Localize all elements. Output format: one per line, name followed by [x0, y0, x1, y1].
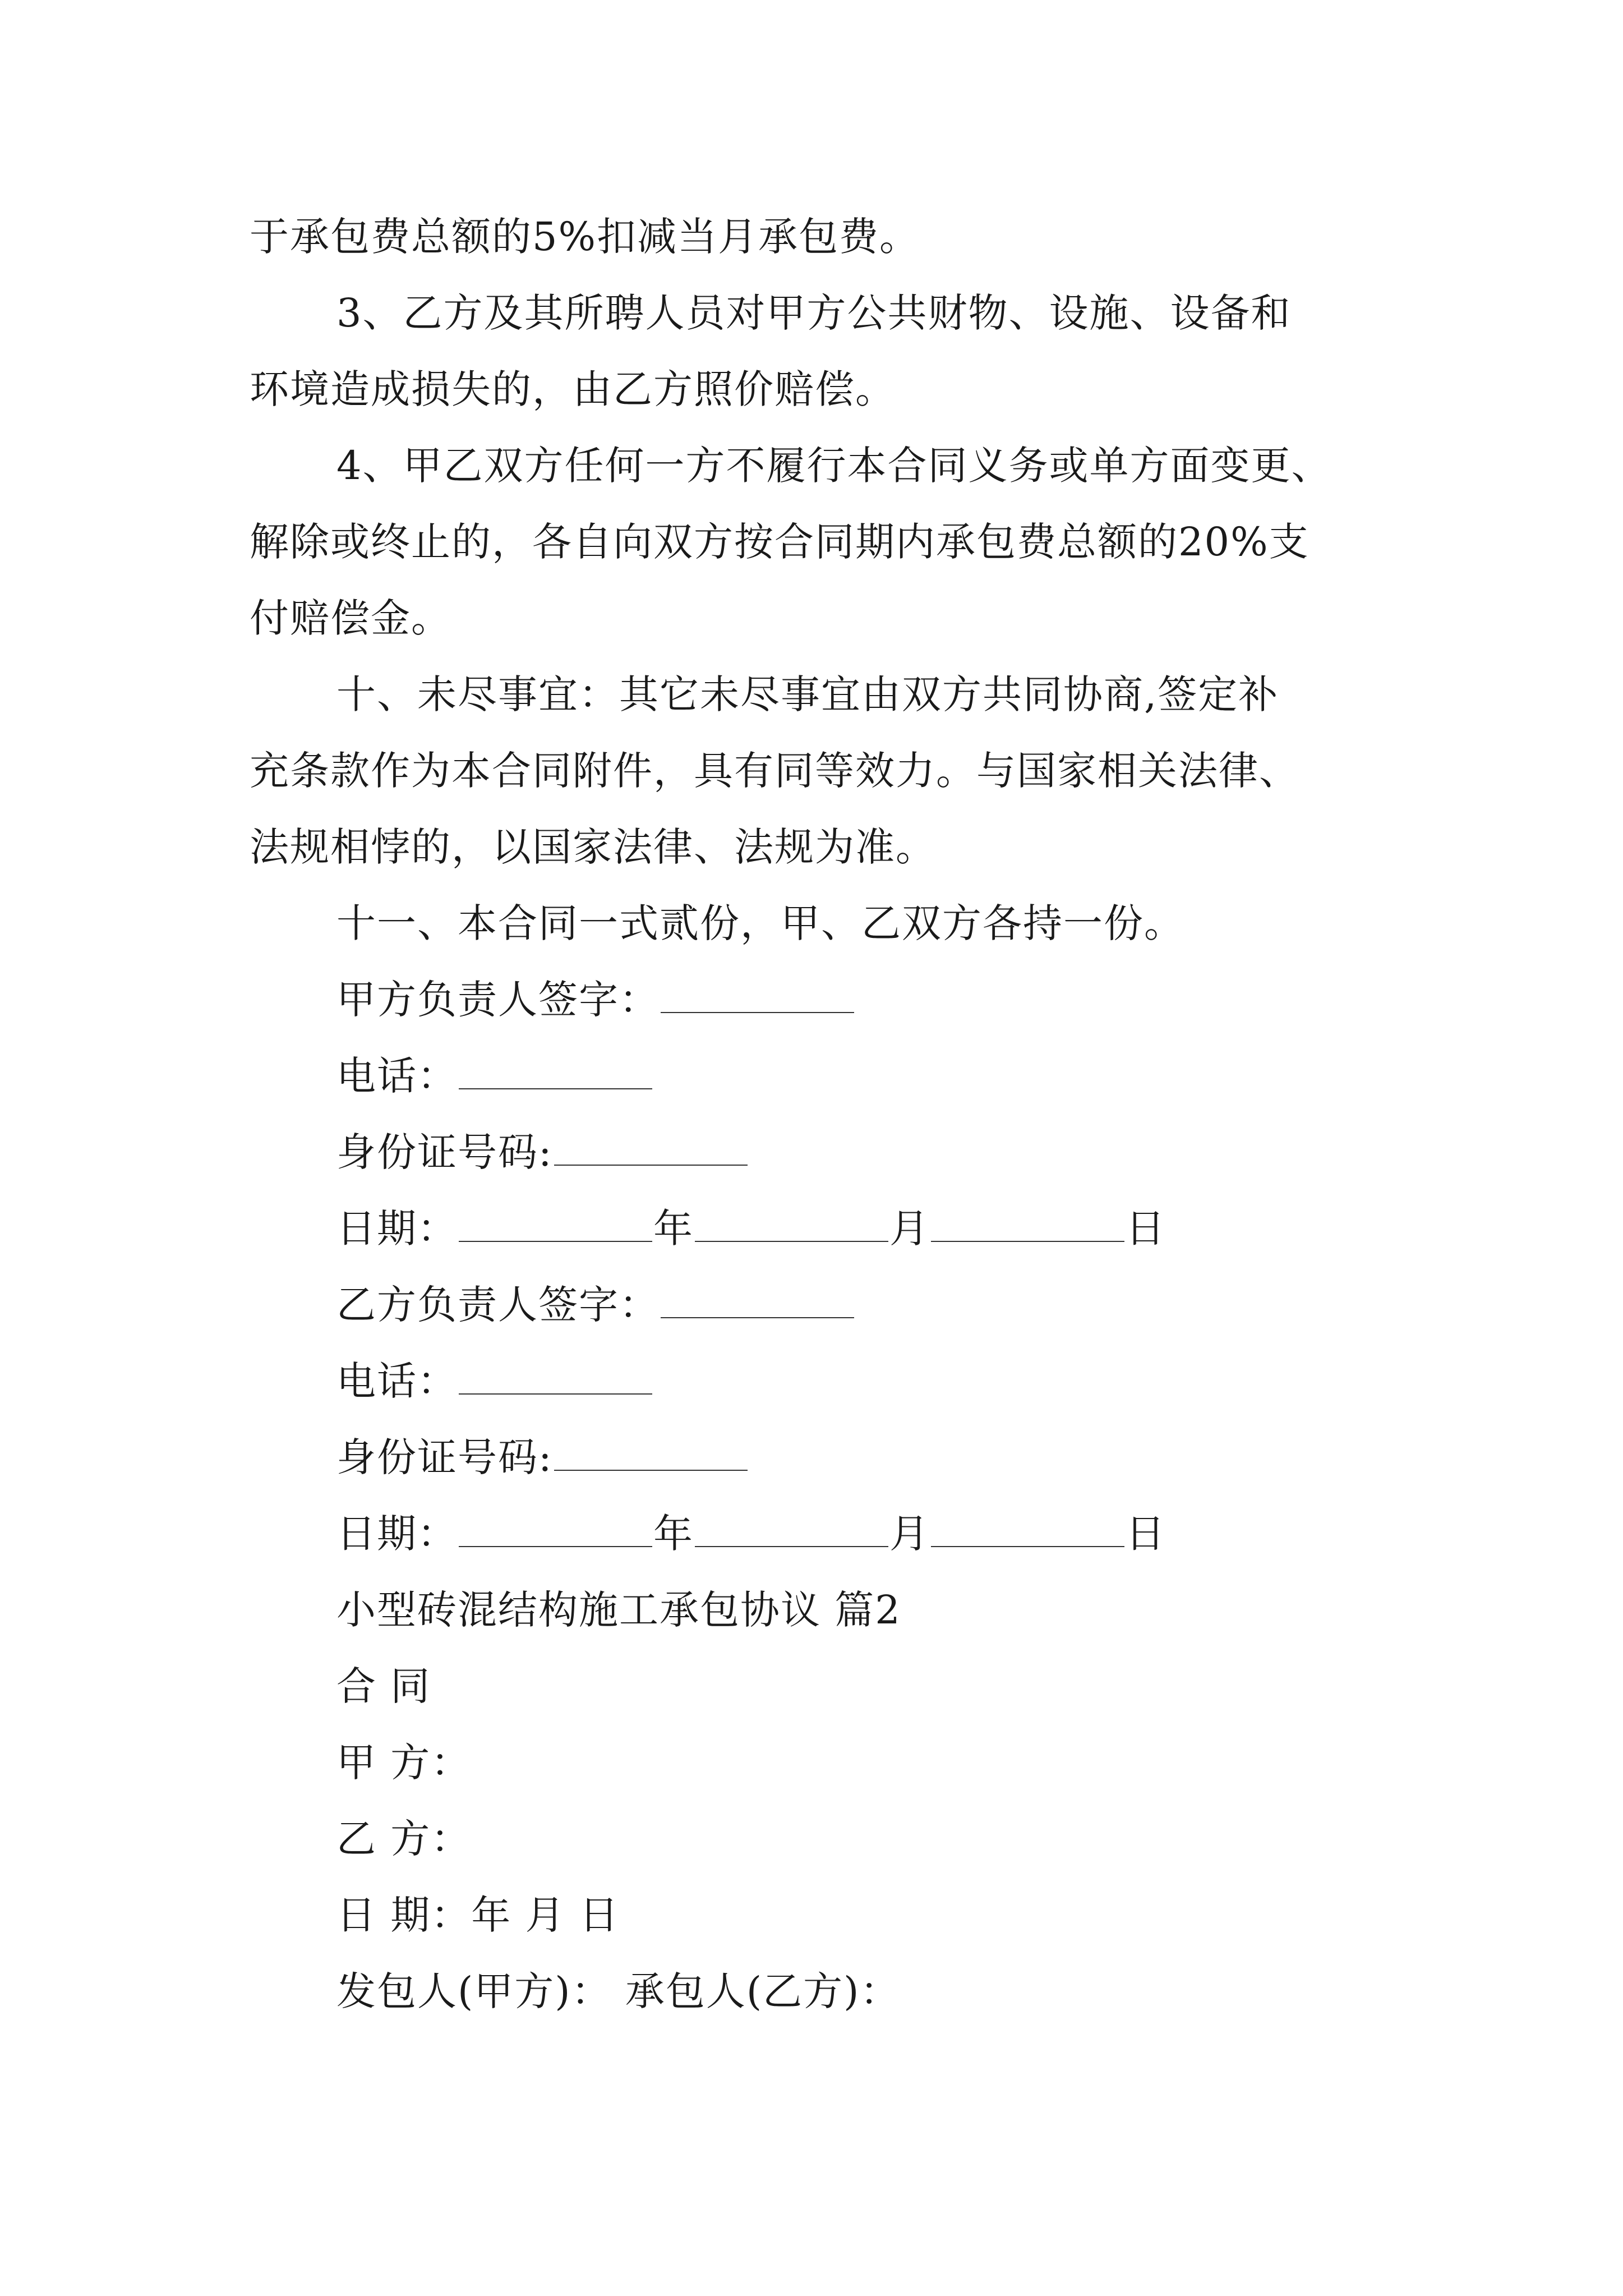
paragraph-line: 环境造成损失的，由乙方照价赔偿。 — [250, 366, 896, 412]
paragraph-line: 付赔偿金。 — [250, 595, 451, 641]
party-b-month-field[interactable] — [695, 1512, 888, 1547]
party-b-phone-row — [336, 1353, 653, 1409]
party-a-phone-label: 电话： — [336, 1053, 458, 1099]
party-b-phone-field[interactable] — [459, 1360, 652, 1395]
party-a-id-row — [336, 1124, 749, 1180]
section2-party-b: 乙 方： — [336, 1816, 472, 1862]
paragraph-line: 于承包费总额的5%扣减当月承包费。 — [250, 214, 920, 260]
party-a-month-field[interactable] — [695, 1207, 888, 1242]
party-a-id-label: 身份证号码: — [336, 1129, 553, 1175]
section2-contract-heading: 合 同 — [336, 1663, 431, 1709]
party-b-id-row — [336, 1429, 749, 1485]
party-b-day-label: 日 — [1126, 1511, 1166, 1557]
party-a-year-field[interactable] — [459, 1207, 652, 1242]
paragraph-line: 法规相悖的，以国家法律、法规为准。 — [250, 824, 936, 870]
party-a-phone-row — [336, 1048, 653, 1104]
party-b-signature-label: 乙方负责人签字： — [336, 1282, 660, 1328]
party-a-day-field[interactable] — [931, 1207, 1124, 1242]
party-b-date-row — [336, 1506, 1166, 1562]
party-a-signature-field[interactable] — [661, 978, 854, 1013]
paragraph-line: 3、乙方及其所聘人员对甲方公共财物、设施、设备和 — [336, 290, 1292, 336]
party-a-day-label: 日 — [1126, 1205, 1166, 1251]
paragraph-line: 十、未尽事宜：其它未尽事宜由双方共同协商,签定补 — [336, 671, 1279, 717]
section2-title: 小型砖混结构施工承包协议 篇2 — [336, 1587, 901, 1633]
party-a-signature-label: 甲方负责人签字： — [336, 977, 660, 1023]
party-b-signature-row — [336, 1277, 855, 1333]
party-b-id-field[interactable] — [554, 1436, 748, 1471]
section2-party-a: 甲 方： — [336, 1740, 472, 1786]
section2-date: 日 期：年 月 日 — [336, 1892, 620, 1938]
paragraph-line: 十一、本合同一式贰份，甲、乙双方各持一份。 — [336, 900, 1184, 946]
party-b-year-field[interactable] — [459, 1512, 652, 1547]
party-b-date-label: 日期： — [336, 1511, 458, 1557]
paragraph-line: 充条款作为本合同附件，具有同等效力。与国家相关法律、 — [250, 748, 1299, 794]
section2-parties: 发包人(甲方)： 承包人(乙方)： — [336, 1968, 901, 2014]
paragraph-line: 解除或终止的，各自向双方按合同期内承包费总额的20%支 — [250, 519, 1310, 565]
party-b-signature-field[interactable] — [661, 1283, 854, 1318]
party-a-id-field[interactable] — [554, 1131, 748, 1166]
party-a-date-row — [336, 1200, 1166, 1257]
party-a-year-label: 年 — [653, 1205, 694, 1251]
party-a-phone-field[interactable] — [459, 1055, 652, 1089]
party-b-phone-label: 电话： — [336, 1358, 458, 1404]
party-b-year-label: 年 — [653, 1511, 694, 1557]
party-a-month-label: 月 — [889, 1205, 930, 1251]
party-b-month-label: 月 — [889, 1511, 930, 1557]
party-b-day-field[interactable] — [931, 1512, 1124, 1547]
party-b-id-label: 身份证号码: — [336, 1434, 553, 1480]
party-a-signature-row — [336, 972, 855, 1028]
party-a-date-label: 日期： — [336, 1205, 458, 1251]
paragraph-line: 4、甲乙双方任何一方不履行本合同义务或单方面变更、 — [336, 443, 1332, 489]
